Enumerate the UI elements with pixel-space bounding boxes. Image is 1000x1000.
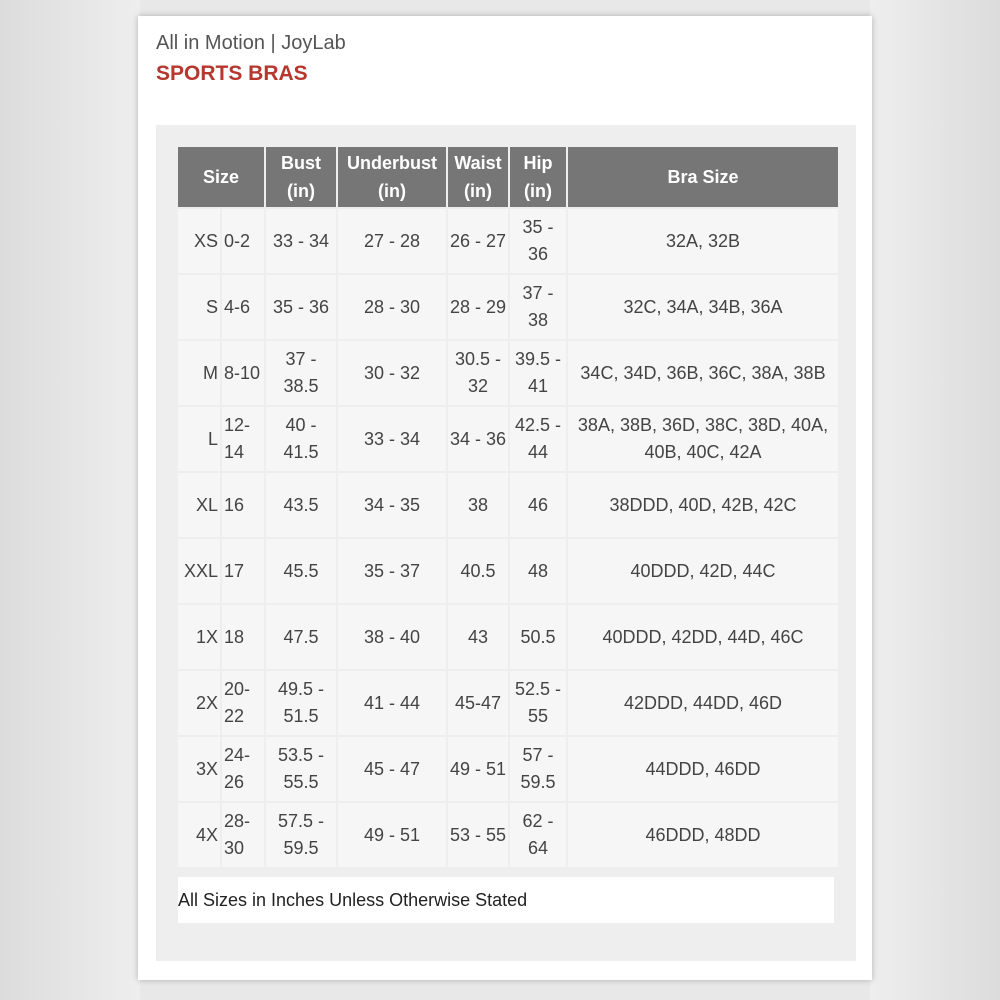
cell-hip: 37 - 38 bbox=[510, 275, 566, 339]
cell-underbust: 30 - 32 bbox=[338, 341, 446, 405]
page-background-right bbox=[870, 0, 1000, 1000]
header-bust: Bust (in) bbox=[266, 147, 336, 207]
cell-bra-size: 34C, 34D, 36B, 36C, 38A, 38B bbox=[568, 341, 838, 405]
cell-waist: 53 - 55 bbox=[448, 803, 508, 867]
cell-numeric-size: 17 bbox=[222, 539, 264, 603]
cell-waist: 26 - 27 bbox=[448, 209, 508, 273]
cell-bra-size: 40DDD, 42DD, 44D, 46C bbox=[568, 605, 838, 669]
header-bra-size: Bra Size bbox=[568, 147, 838, 207]
cell-hip: 35 - 36 bbox=[510, 209, 566, 273]
cell-size: 2X bbox=[178, 671, 220, 735]
cell-bust: 57.5 - 59.5 bbox=[266, 803, 336, 867]
cell-underbust: 33 - 34 bbox=[338, 407, 446, 471]
cell-numeric-size: 4-6 bbox=[222, 275, 264, 339]
table-row bbox=[178, 737, 838, 801]
cell-bra-size: 32C, 34A, 34B, 36A bbox=[568, 275, 838, 339]
size-chart-card bbox=[138, 16, 872, 980]
cell-numeric-size: 24-26 bbox=[222, 737, 264, 801]
cell-size: 4X bbox=[178, 803, 220, 867]
cell-bra-size: 32A, 32B bbox=[568, 209, 838, 273]
cell-numeric-size: 20-22 bbox=[222, 671, 264, 735]
cell-hip: 39.5 - 41 bbox=[510, 341, 566, 405]
cell-hip: 48 bbox=[510, 539, 566, 603]
table-row bbox=[178, 209, 838, 273]
cell-bust: 53.5 - 55.5 bbox=[266, 737, 336, 801]
cell-size: XL bbox=[178, 473, 220, 537]
cell-bust: 45.5 bbox=[266, 539, 336, 603]
table-row bbox=[178, 473, 838, 537]
table-row bbox=[178, 671, 838, 735]
page-background-left bbox=[0, 0, 140, 1000]
size-chart-panel bbox=[156, 125, 856, 961]
table-row bbox=[178, 407, 838, 471]
cell-hip: 57 - 59.5 bbox=[510, 737, 566, 801]
cell-waist: 28 - 29 bbox=[448, 275, 508, 339]
cell-numeric-size: 16 bbox=[222, 473, 264, 537]
cell-bust: 49.5 - 51.5 bbox=[266, 671, 336, 735]
table-row bbox=[178, 605, 838, 669]
cell-waist: 38 bbox=[448, 473, 508, 537]
cell-waist: 49 - 51 bbox=[448, 737, 508, 801]
cell-underbust: 34 - 35 bbox=[338, 473, 446, 537]
cell-bra-size: 40DDD, 42D, 44C bbox=[568, 539, 838, 603]
cell-underbust: 45 - 47 bbox=[338, 737, 446, 801]
cell-bust: 40 - 41.5 bbox=[266, 407, 336, 471]
cell-numeric-size: 28-30 bbox=[222, 803, 264, 867]
cell-hip: 50.5 bbox=[510, 605, 566, 669]
cell-underbust: 49 - 51 bbox=[338, 803, 446, 867]
brand-label: All in Motion | JoyLab bbox=[156, 32, 346, 54]
cell-bust: 43.5 bbox=[266, 473, 336, 537]
footnote bbox=[178, 877, 834, 923]
cell-numeric-size: 8-10 bbox=[222, 341, 264, 405]
size-chart-table bbox=[176, 145, 840, 869]
cell-bra-size: 46DDD, 48DD bbox=[568, 803, 838, 867]
cell-bra-size: 38DDD, 40D, 42B, 42C bbox=[568, 473, 838, 537]
header-hip: Hip (in) bbox=[510, 147, 566, 207]
footnote-text: All Sizes in Inches Unless Otherwise Stated bbox=[178, 890, 528, 910]
cell-hip: 42.5 - 44 bbox=[510, 407, 566, 471]
table-row bbox=[178, 803, 838, 867]
cell-waist: 45-47 bbox=[448, 671, 508, 735]
cell-size: S bbox=[178, 275, 220, 339]
cell-bust: 35 - 36 bbox=[266, 275, 336, 339]
cell-size: 1X bbox=[178, 605, 220, 669]
table-row bbox=[178, 539, 838, 603]
header-underbust: Underbust (in) bbox=[338, 147, 446, 207]
cell-underbust: 41 - 44 bbox=[338, 671, 446, 735]
cell-waist: 30.5 - 32 bbox=[448, 341, 508, 405]
cell-numeric-size: 0-2 bbox=[222, 209, 264, 273]
cell-waist: 34 - 36 bbox=[448, 407, 508, 471]
header-size: Size bbox=[178, 147, 264, 207]
cell-size: 3X bbox=[178, 737, 220, 801]
table-row bbox=[178, 341, 838, 405]
cell-hip: 62 - 64 bbox=[510, 803, 566, 867]
cell-waist: 43 bbox=[448, 605, 508, 669]
cell-bust: 47.5 bbox=[266, 605, 336, 669]
cell-bust: 37 - 38.5 bbox=[266, 341, 336, 405]
cell-hip: 52.5 - 55 bbox=[510, 671, 566, 735]
table-header-row bbox=[178, 147, 838, 207]
cell-size: XXL bbox=[178, 539, 220, 603]
table-row bbox=[178, 275, 838, 339]
cell-bra-size: 38A, 38B, 36D, 38C, 38D, 40A, 40B, 40C, 42A bbox=[568, 407, 838, 471]
cell-size: M bbox=[178, 341, 220, 405]
header-waist: Waist (in) bbox=[448, 147, 508, 207]
cell-underbust: 38 - 40 bbox=[338, 605, 446, 669]
cell-waist: 40.5 bbox=[448, 539, 508, 603]
product-title: SPORTS BRAS bbox=[156, 62, 308, 85]
cell-underbust: 27 - 28 bbox=[338, 209, 446, 273]
cell-bra-size: 44DDD, 46DD bbox=[568, 737, 838, 801]
cell-underbust: 28 - 30 bbox=[338, 275, 446, 339]
cell-numeric-size: 12-14 bbox=[222, 407, 264, 471]
cell-bra-size: 42DDD, 44DD, 46D bbox=[568, 671, 838, 735]
cell-underbust: 35 - 37 bbox=[338, 539, 446, 603]
cell-hip: 46 bbox=[510, 473, 566, 537]
cell-numeric-size: 18 bbox=[222, 605, 264, 669]
cell-size: L bbox=[178, 407, 220, 471]
cell-size: XS bbox=[178, 209, 220, 273]
cell-bust: 33 - 34 bbox=[266, 209, 336, 273]
